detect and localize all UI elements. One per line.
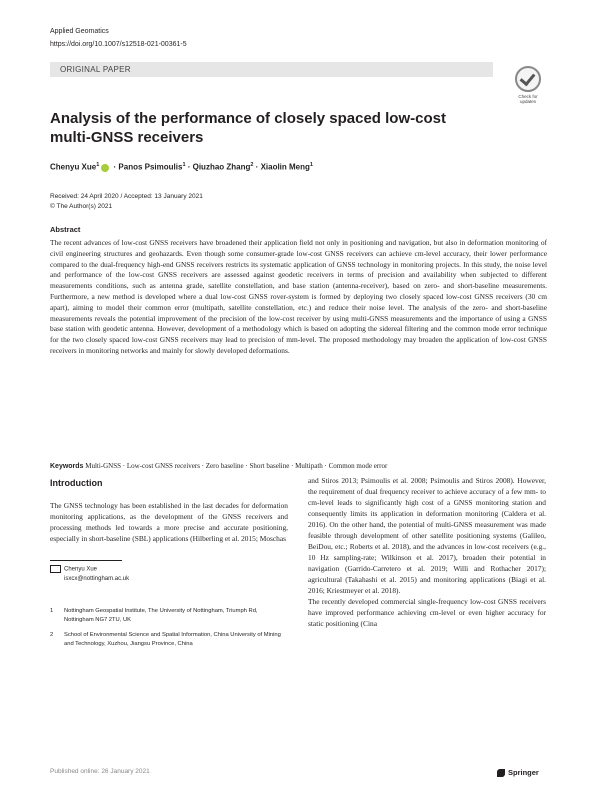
affiliation-number: 1 <box>50 608 54 614</box>
introduction-paragraph-col1: The GNSS technology has been established in the last decades for deformation monitoring applications, as the development of the GNSS receivers and processing methods led towards a more precise and accurate positioning, especially in short-baseline (SBL) applications (Hilberling et al. 2015; Moschas <box>50 501 288 543</box>
keywords-list: Multi-GNSS · Low-cost GNSS receivers · Zero baseline · Short baseline · Multipath · Common mode error <box>85 462 388 470</box>
affiliation-number: 2 <box>50 632 54 638</box>
affiliation-item <box>50 631 285 648</box>
published-online-date: Published online: 26 January 2021 <box>50 768 150 775</box>
orcid-icon[interactable] <box>101 164 109 172</box>
correspondence-email[interactable]: isxcx@nottingham.ac.uk <box>64 575 130 582</box>
envelope-icon <box>50 565 61 573</box>
abstract-text: The recent advances of low-cost GNSS receivers have broadened their application field not only in positioning and navigation, but also in deformation monitoring of civil engineering structures and geohazards. Even though some consumer-grade low-cost GNSS receivers can achieve cm-level accuracy, their lower performance compared to the dual-frequency high-end GNSS receivers restricts its systematic application of GNSS technology in monitoring projects. In this study, the noise level and performance of the low-cost GNSS receivers are assessed against geodetic receivers in terms of precision and availability when subjected to different measurements conditions, such as antenna grade, satellite constellation, and base station (antenna-receiver), based on zero- and short-baseline measurements. Furthermore, a new method is developed where a dual low-cost GNSS rover-system is formed by deploying two closely spaced low-cost GNSS receivers (30 cm apart), aiming to model their common error (multipath, satellite constellation, etc.) and reduce their noise level. The analysis of the zero- and short-baseline measurements reveals the potential improvement of the precision of the low-cost receiver by using multi-GNSS measurements and the importance of using a GNSS base station with geodetic antenna. However, development of a methodology which is based on adopting the sidereal filtering and the common mode error technique for the two closely spaced low-cost GNSS receivers may lead to precision of mm-level. The proposed methodology may broaden the application of low-cost GNSS receivers in monitoring networks and mainly for slowly developed deformations. <box>50 238 547 355</box>
section-label: ORIGINAL PAPER <box>60 65 131 74</box>
journal-name: Applied Geomatics <box>50 28 109 35</box>
received-accepted-dates: Received: 24 April 2020 / Accepted: 13 January 2021 <box>50 193 203 200</box>
doi-link[interactable]: https://doi.org/10.1007/s12518-021-00361-5 <box>50 41 187 48</box>
affiliation-item <box>50 607 285 624</box>
check-for-updates-label: Check for updates <box>518 94 538 104</box>
author-list: Chenyu Xue$^1$ · Panos Psimoulis$^1$ · Qiuzhao Zhang$^2$ · Xiaolin Meng$^1$ <box>50 162 313 172</box>
article-title: Analysis of the performance of closely spaced low-cost multi-GNSS receivers <box>50 110 446 146</box>
author-affil-mark: 1 <box>309 162 313 168</box>
affiliation-text: School of Environmental Science and Spatial Information, China University of Mining and Technology, Xuzhou, Jiangsu Province, China <box>64 632 281 647</box>
affiliation-text: Nottingham Geospatial Institute, The University of Nottingham, Triumph Rd, Nottingham NG7 2TU, UK <box>64 608 258 623</box>
footnote-divider <box>50 560 122 561</box>
abstract-heading: Abstract <box>50 225 81 234</box>
publisher-name: Springer <box>508 768 539 777</box>
author-name[interactable]: Chenyu Xue <box>50 162 97 172</box>
author-affil-mark: 1 <box>96 162 100 168</box>
checkmark-icon <box>515 66 541 92</box>
introduction-heading: Introduction <box>50 478 103 488</box>
author-affil-mark: 2 <box>250 162 254 168</box>
publisher-logo <box>497 768 539 777</box>
author-name[interactable]: Xiaolin Meng <box>260 162 310 172</box>
author-name[interactable]: Qiuzhao Zhang <box>192 162 251 172</box>
springer-horse-icon <box>497 769 505 777</box>
correspondence-name: Chenyu Xue <box>64 566 98 573</box>
introduction-paragraph-col2: and Stiros 2013; Psimoulis et al. 2008; Psimoulis and Stiros 2008). However, the requirement of dual frequency receiver to achieve accuracy of a few mm- to cm-level leads to significantly high cost of a GNSS monitoring station and consequently limits its application in deformation monitoring (Caldera et al. 2016). On the other hand, the potential of multi-GNSS measurement was made feasible through development of other satellite positioning systems (Galileo, BeiDou, etc.; Roberts et al. 2018), and the advances in low-cost receivers (e.g., 10 Hz sampling-rate; Wilkinson et al. 2017), broaden their potential in navigation (Garrido-Carretero et al. 2019; Willi and Rothacher 2017); agricultural (Takahashi et al. 2015) and monitoring applications (Biagi et al. 2016; Kriestmeyer et al. 2018). The recently developed commercial single-frequency low-cost GNSS receivers have improved performance achieving cm-level or even higher accuracy for static positioning (Cina <box>308 476 546 628</box>
keywords-line <box>50 462 547 470</box>
copyright-notice: © The Author(s) 2021 <box>50 203 113 210</box>
correspondence-block <box>50 565 129 584</box>
check-for-updates-button[interactable] <box>511 66 545 104</box>
author-affil-mark: 1 <box>182 162 186 168</box>
author-name[interactable]: Panos Psimoulis <box>118 162 183 172</box>
keywords-label: Keywords <box>50 463 84 470</box>
